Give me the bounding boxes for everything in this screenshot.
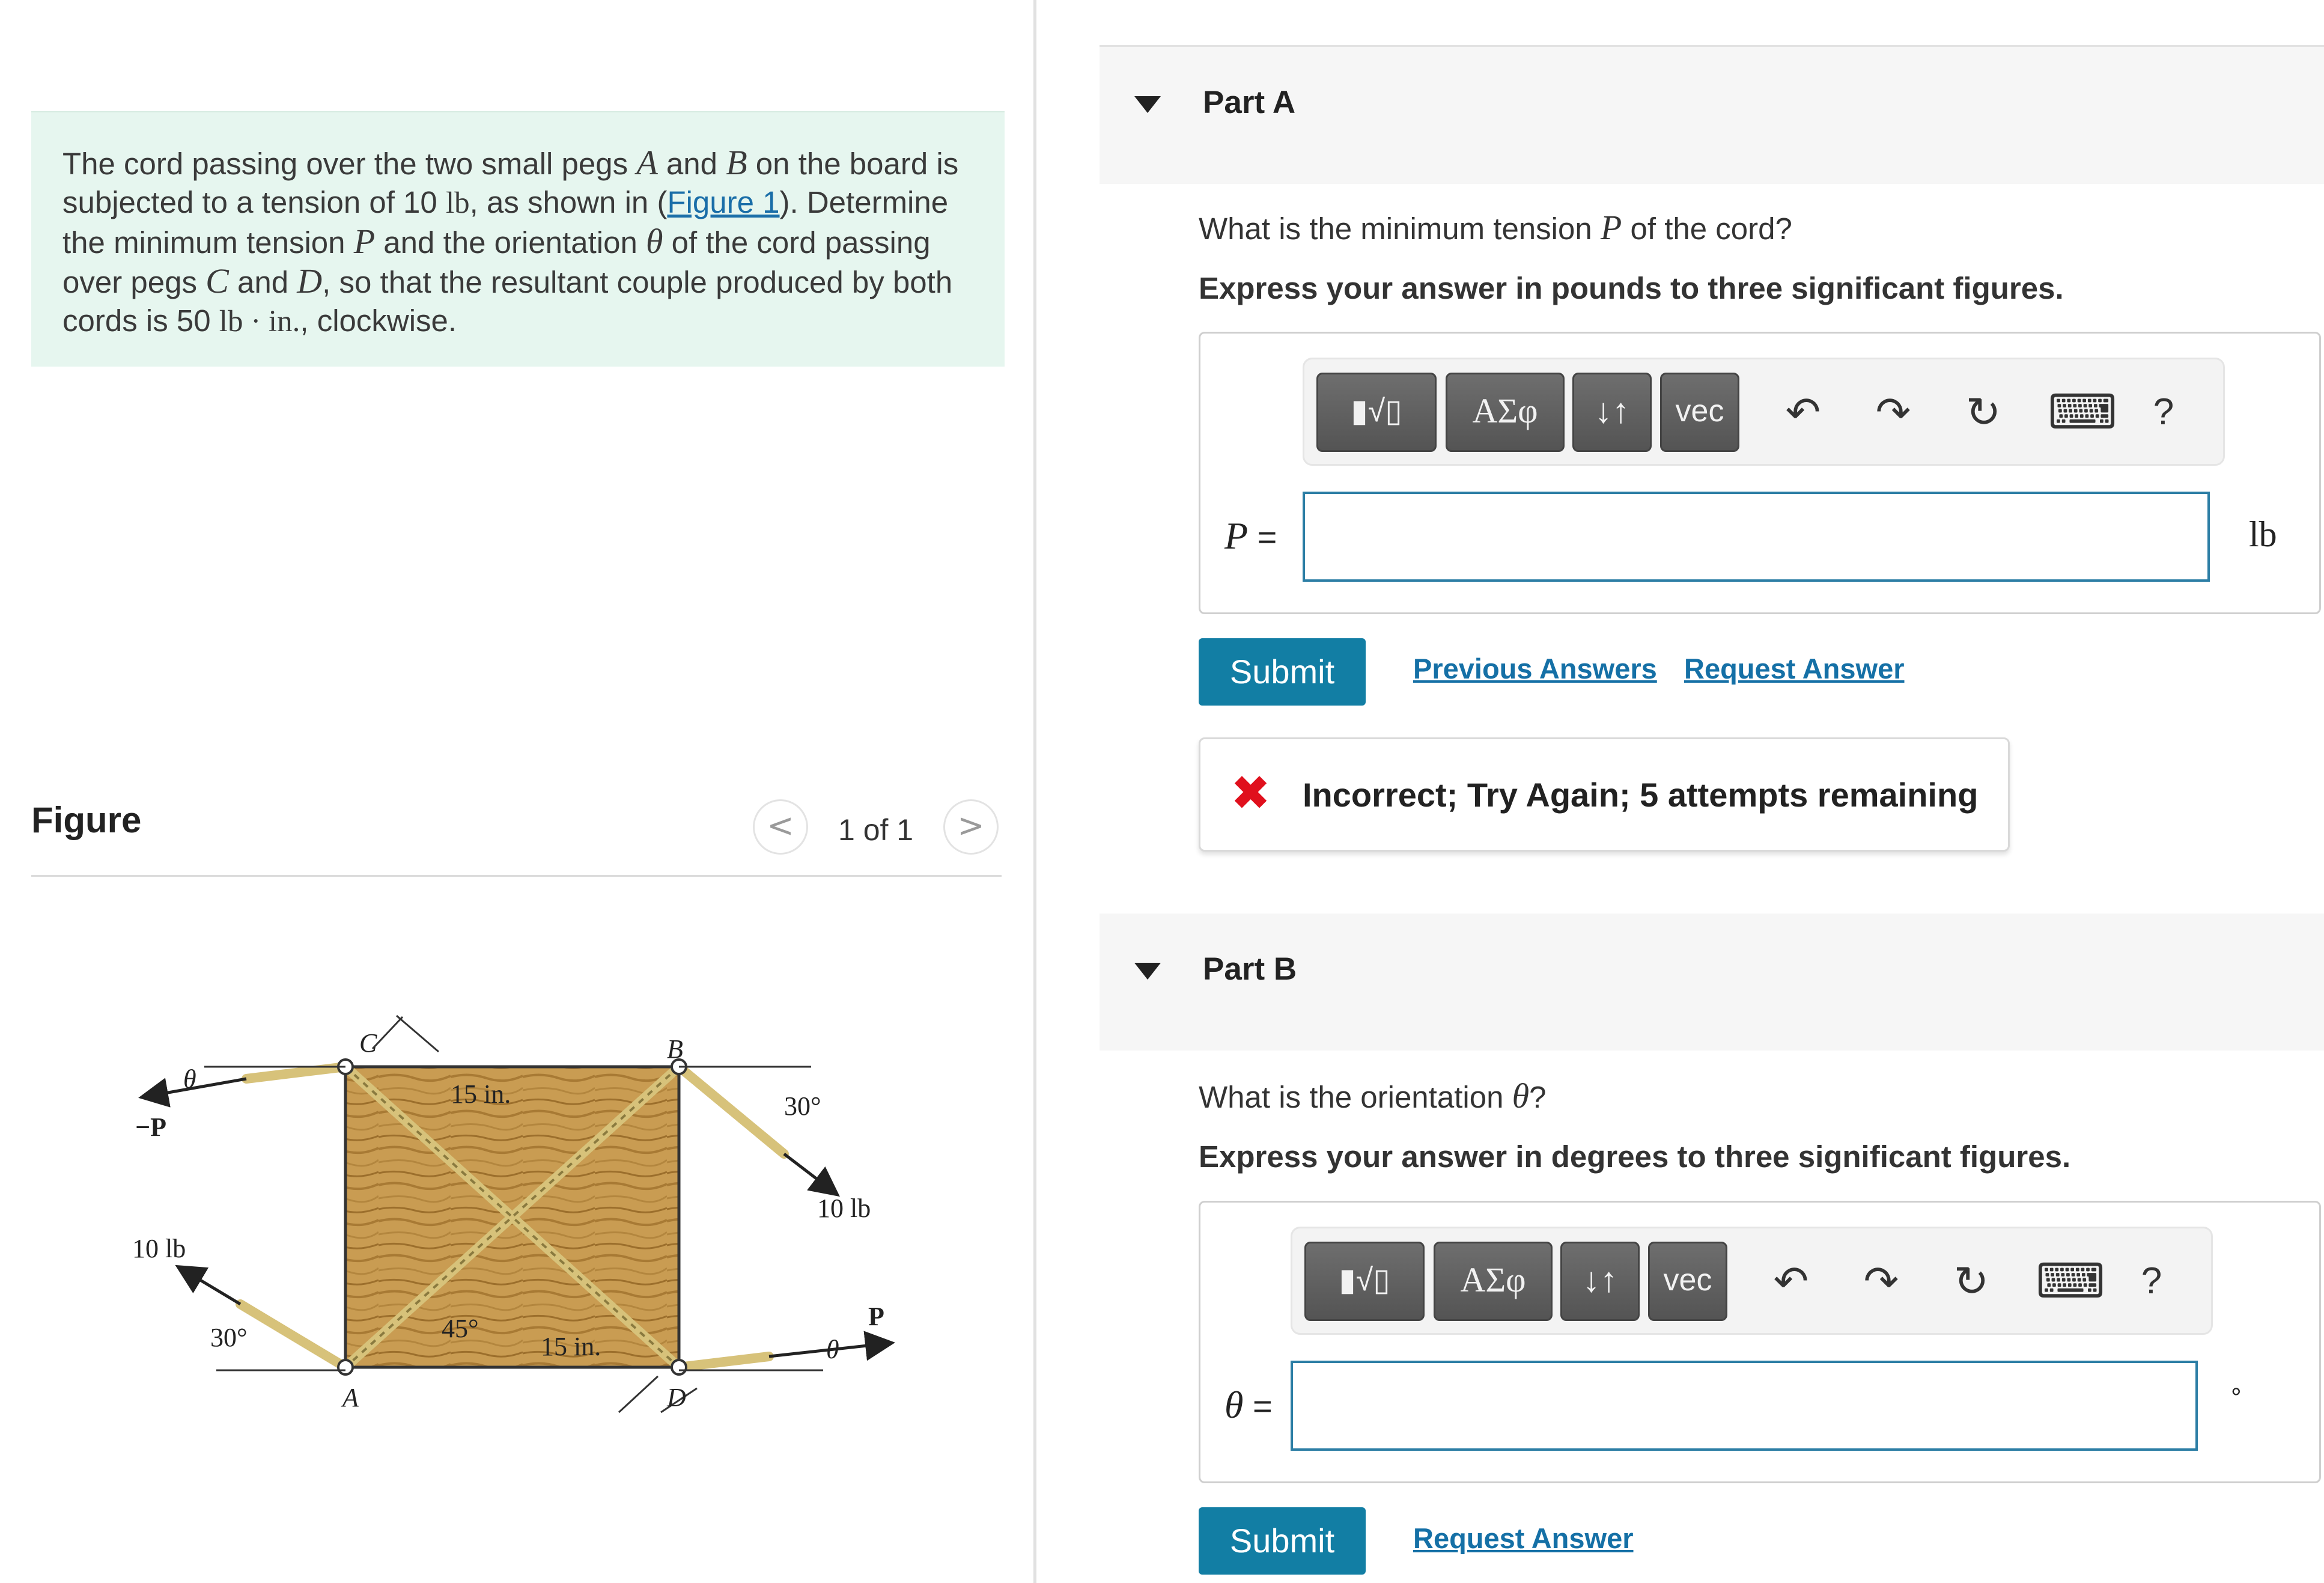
peg-c-symbol: C <box>205 261 229 300</box>
part-a-request-answer-link[interactable]: Request Answer <box>1684 653 1905 685</box>
label-top-dimension: 15 in. <box>451 1079 511 1109</box>
problem-text: and <box>657 147 726 181</box>
label-ten-lb-left: 10 lb <box>132 1234 186 1263</box>
part-b-submit-button[interactable]: Submit <box>1199 1507 1366 1575</box>
math-toolbar <box>1291 1227 2213 1335</box>
keyboard-icon[interactable]: ⌨ <box>2036 1253 2105 1309</box>
label-angle-30-bottom: 30° <box>210 1323 248 1352</box>
problem-statement <box>31 111 1005 367</box>
templates-button[interactable] <box>1304 1242 1425 1321</box>
templates-icon: ▮√▯ <box>1351 394 1402 429</box>
reset-icon[interactable]: ↻ <box>1953 1257 1989 1306</box>
chevron-right-icon: > <box>957 807 985 844</box>
label-theta-left: θ <box>183 1064 196 1094</box>
answer-unit: ° <box>2231 1383 2242 1412</box>
error-icon: ✖ <box>1230 766 1271 820</box>
part-a-header[interactable] <box>1100 45 2324 184</box>
part-a-question <box>1199 207 1792 248</box>
peg-d-symbol: D <box>297 261 323 300</box>
question-text: of the cord? <box>1622 212 1792 246</box>
part-b-answer-input[interactable] <box>1291 1361 2198 1451</box>
question-text: What is the minimum tension <box>1199 212 1601 246</box>
label-bottom-dimension: 15 in. <box>541 1332 601 1361</box>
keyboard-icon[interactable]: ⌨ <box>2048 384 2117 440</box>
help-button[interactable]: ? <box>2141 1260 2162 1302</box>
answer-variable-label <box>1224 514 1277 558</box>
label-angle-45: 45° <box>442 1314 479 1343</box>
variable-symbol: P <box>1224 514 1249 557</box>
templates-button[interactable] <box>1316 373 1437 452</box>
feedback-text: Incorrect; Try Again; 5 attempts remaining <box>1303 776 1979 814</box>
reset-icon[interactable]: ↻ <box>1965 388 2001 437</box>
peg-a-symbol: A <box>636 143 658 182</box>
label-ten-lb-right: 10 lb <box>817 1194 871 1223</box>
part-b-header[interactable] <box>1100 914 2324 1051</box>
question-text: What is the orientation <box>1199 1080 1512 1114</box>
problem-text: of the cord passing over pegs <box>62 225 931 299</box>
answer-variable-label <box>1224 1383 1273 1427</box>
problem-text: on the board is subjected to a tension of 10 <box>62 147 959 219</box>
figure-divider <box>31 875 1002 877</box>
part-a-answer-box <box>1199 332 2321 614</box>
label-d: D <box>667 1383 686 1412</box>
problem-text: , as shown in ( <box>469 185 668 219</box>
part-b-answer-box <box>1199 1201 2321 1483</box>
problem-text: ). Determine the minimum tension <box>62 185 949 260</box>
part-a-submit-button[interactable]: Submit <box>1199 638 1366 706</box>
label-angle-30-top: 30° <box>784 1091 821 1121</box>
arrows-button[interactable]: ↓↑ <box>1560 1242 1640 1321</box>
arrows-button[interactable]: ↓↑ <box>1572 373 1652 452</box>
math-toolbar <box>1303 358 2225 466</box>
label-minus-p: −P <box>135 1112 166 1142</box>
column-divider <box>1033 0 1036 1583</box>
next-figure-button[interactable] <box>943 799 999 855</box>
part-a-title: Part A <box>1203 85 1296 120</box>
redo-icon[interactable]: ↷ <box>1875 388 1911 437</box>
figure-link[interactable]: Figure 1 <box>667 185 780 219</box>
problem-text: and <box>228 265 297 299</box>
label-p: P <box>868 1302 884 1331</box>
label-b: B <box>667 1034 683 1064</box>
previous-figure-button[interactable] <box>753 799 808 855</box>
part-b-request-answer-link[interactable]: Request Answer <box>1413 1522 1634 1554</box>
unit-symbol: lb <box>445 186 470 220</box>
couple-units: lb · in. <box>219 305 300 338</box>
label-a: A <box>342 1383 359 1412</box>
problem-text: The cord passing over the two small pegs <box>62 147 637 181</box>
undo-icon[interactable]: ↶ <box>1773 1257 1809 1306</box>
redo-icon[interactable]: ↷ <box>1863 1257 1899 1306</box>
problem-text: and the orientation <box>375 225 646 260</box>
figure-image <box>90 998 931 1478</box>
equals-sign: = <box>1243 1387 1273 1425</box>
caret-down-icon[interactable] <box>1134 963 1161 980</box>
peg-b-symbol: B <box>726 143 747 182</box>
help-button[interactable]: ? <box>2153 391 2174 433</box>
part-a-answer-input[interactable] <box>1303 492 2210 582</box>
greek-symbols-button[interactable]: ΑΣφ <box>1434 1242 1553 1321</box>
previous-answers-link[interactable]: Previous Answers <box>1413 653 1657 685</box>
figure-title: Figure <box>31 800 142 840</box>
figure-pager-text: 1 of 1 <box>838 813 914 847</box>
vector-button[interactable]: vec <box>1648 1242 1727 1321</box>
problem-text: , so that the resultant couple produced by both cords is 50 <box>62 265 953 338</box>
feedback-message <box>1199 737 2010 852</box>
var-theta-symbol: θ <box>645 222 663 261</box>
label-theta-right: θ <box>826 1335 839 1364</box>
var-p-symbol: P <box>353 222 376 261</box>
part-b-question <box>1199 1076 1546 1116</box>
chevron-left-icon: < <box>767 807 794 844</box>
equals-sign: = <box>1248 518 1277 556</box>
question-variable: P <box>1600 208 1622 247</box>
question-variable: θ <box>1512 1076 1530 1115</box>
part-b-title: Part B <box>1203 951 1297 987</box>
caret-down-icon[interactable] <box>1134 96 1161 113</box>
label-c: C <box>359 1028 377 1058</box>
part-b-instruction: Express your answer in degrees to three significant figures. <box>1199 1139 2071 1174</box>
answer-unit: lb <box>2249 514 2277 554</box>
undo-icon[interactable]: ↶ <box>1785 388 1821 437</box>
problem-text: , clockwise. <box>300 303 457 338</box>
variable-symbol: θ <box>1224 1383 1244 1426</box>
question-text: ? <box>1529 1080 1547 1114</box>
part-a-instruction: Express your answer in pounds to three significant figures. <box>1199 271 2064 305</box>
vector-button[interactable]: vec <box>1660 373 1739 452</box>
greek-symbols-button[interactable]: ΑΣφ <box>1446 373 1565 452</box>
templates-icon: ▮√▯ <box>1339 1263 1390 1298</box>
